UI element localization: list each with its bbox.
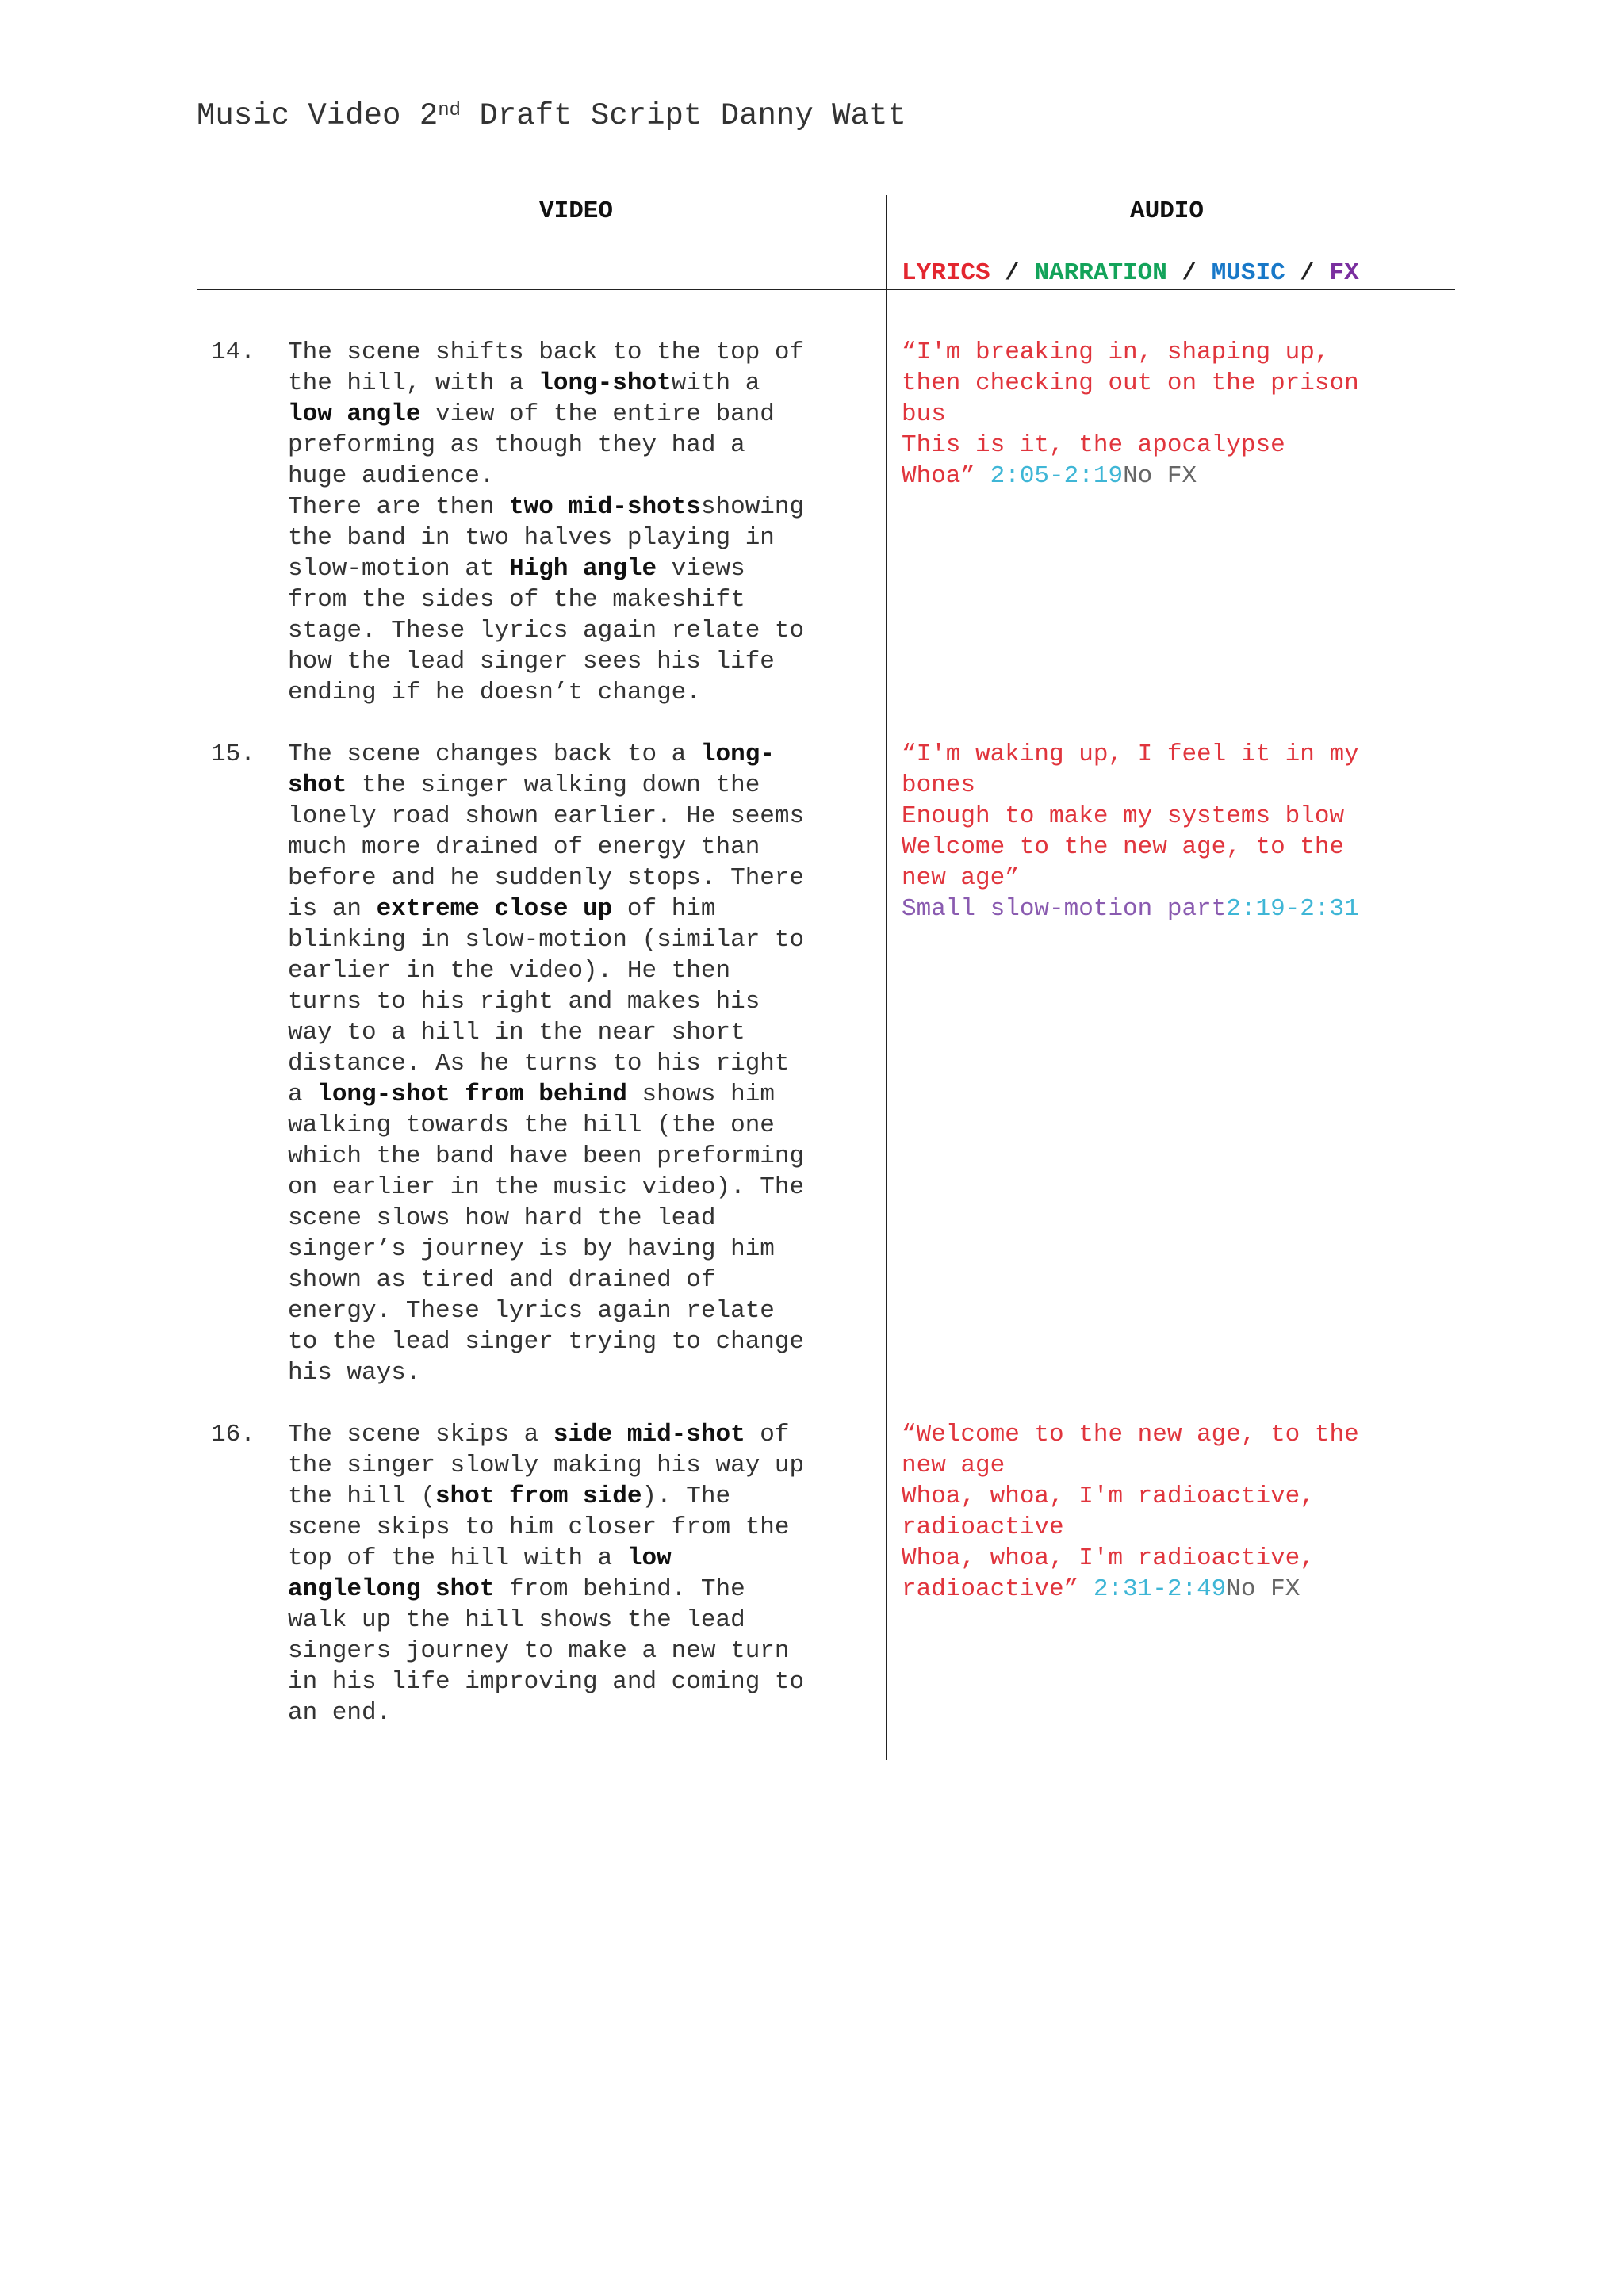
video-line: [288, 1574, 875, 1605]
scene-number: 15.: [211, 740, 255, 768]
audio-text: “I'm waking up, I feel it in my: [902, 740, 1359, 768]
video-text: the band in two halves playing in: [288, 524, 775, 552]
scene-number: 16.: [211, 1421, 255, 1448]
scene-video-description: [288, 1419, 875, 1728]
audio-text: “I'm breaking in, shaping up,: [902, 339, 1330, 366]
video-text: from the sides of the makeshift: [288, 586, 745, 614]
video-text: with a: [671, 369, 760, 397]
legend-music: MUSIC: [1211, 259, 1285, 287]
video-text: showing: [700, 493, 805, 521]
header-divider: [197, 289, 1455, 290]
legend-separator: /: [1166, 259, 1212, 287]
video-text: of: [745, 1421, 790, 1448]
legend-separator: /: [1285, 259, 1330, 287]
title-pre: Music Video 2: [197, 98, 439, 133]
video-text: is an: [288, 895, 377, 923]
audio-line: [902, 894, 1457, 924]
video-text: shown as tired and drained of: [288, 1266, 716, 1294]
audio-line: [902, 1543, 1457, 1574]
audio-line: [902, 1574, 1457, 1605]
bold-term: long-shot from behind: [317, 1081, 627, 1108]
audio-line: [902, 1481, 1457, 1512]
video-line: [288, 1667, 875, 1697]
audio-line: [902, 1512, 1457, 1543]
audio-line: [902, 337, 1457, 368]
audio-line: [902, 832, 1457, 863]
video-text: distance. As he turns to his right: [288, 1050, 790, 1077]
video-text: an end.: [288, 1699, 392, 1727]
video-line: [288, 1048, 875, 1079]
bold-term: low: [626, 1544, 672, 1572]
video-text: from behind. The: [494, 1575, 745, 1603]
video-column-header: VIDEO: [539, 197, 614, 225]
audio-line: [902, 368, 1457, 399]
audio-text: Welcome to the new age, to the: [902, 833, 1345, 861]
video-text: how the lead singer sees his life: [288, 648, 775, 675]
video-line: [288, 832, 875, 863]
video-text: walk up the hill shows the lead: [288, 1606, 745, 1634]
scene-video-description: [288, 739, 875, 1388]
video-line: [288, 461, 875, 492]
video-line: [288, 337, 875, 368]
scene-audio-lyrics: [902, 1419, 1457, 1605]
audio-text: radioactive: [902, 1513, 1064, 1541]
scene-number: 14.: [211, 339, 255, 366]
column-divider: [886, 195, 887, 1760]
video-line: [288, 584, 875, 615]
video-line: [288, 894, 875, 924]
video-line: [288, 801, 875, 832]
video-text: way to a hill in the near short: [288, 1019, 745, 1047]
audio-line: [902, 739, 1457, 770]
audio-column-header: AUDIO: [1130, 197, 1205, 225]
legend-narration: NARRATION: [1034, 259, 1167, 287]
video-line: [288, 1357, 875, 1388]
video-text: ending if he doesn’t change.: [288, 679, 701, 706]
video-text: The scene skips a: [288, 1421, 553, 1448]
audio-text: No FX: [1123, 462, 1197, 490]
audio-text: “Welcome to the new age, to the: [902, 1421, 1359, 1448]
video-line: [288, 522, 875, 553]
video-line: [288, 1512, 875, 1543]
video-text: walking towards the hill (the one: [288, 1112, 775, 1139]
video-text: views: [657, 555, 745, 583]
video-line: [288, 770, 875, 801]
video-text: preforming as though they had a: [288, 431, 745, 459]
video-line: [288, 1481, 875, 1512]
video-text: The scene changes back to a: [288, 740, 701, 768]
video-line: [288, 368, 875, 399]
video-line: [288, 1172, 875, 1203]
bold-term: long-: [700, 740, 775, 768]
video-text: which the band have been preforming: [288, 1142, 805, 1170]
audio-text: radioactive”: [902, 1575, 1094, 1603]
video-line: [288, 1326, 875, 1357]
video-text: blinking in slow-motion (similar to: [288, 926, 805, 954]
video-text: turns to his right and makes his: [288, 988, 760, 1016]
video-text: huge audience.: [288, 462, 495, 490]
bold-term: long-shot: [538, 369, 672, 397]
video-line: [288, 1450, 875, 1481]
scene-audio-lyrics: [902, 739, 1457, 924]
video-line: [288, 1079, 875, 1110]
video-text: before and he suddenly stops. There: [288, 864, 805, 892]
video-line: [288, 1295, 875, 1326]
bold-term: side mid-shot: [553, 1421, 745, 1448]
video-text: ). The: [642, 1483, 731, 1510]
video-text: the hill, with a: [288, 369, 539, 397]
bold-term: shot: [288, 771, 347, 799]
video-line: [288, 646, 875, 677]
title-superscript: nd: [438, 100, 462, 121]
timecode: 2:19-2:31: [1226, 895, 1359, 923]
audio-text: bus: [902, 400, 946, 428]
title-post: Draft Script Danny Watt: [461, 98, 906, 133]
video-text: his ways.: [288, 1359, 421, 1387]
video-text: scene slows how hard the lead: [288, 1204, 716, 1232]
video-line: [288, 1697, 875, 1728]
video-line: [288, 1605, 875, 1636]
legend-fx: FX: [1329, 259, 1359, 287]
video-text: singers journey to make a new turn: [288, 1637, 790, 1665]
bold-term: low angle: [288, 400, 421, 428]
video-line: [288, 399, 875, 430]
bold-term: shot from side: [435, 1483, 642, 1510]
video-text: to the lead singer trying to change: [288, 1328, 805, 1356]
legend-lyrics: LYRICS: [902, 259, 990, 287]
video-text: shows him: [626, 1081, 775, 1108]
video-text: slow-motion at: [288, 555, 510, 583]
scene-audio-lyrics: [902, 337, 1457, 492]
video-line: [288, 924, 875, 955]
audio-text: new age”: [902, 864, 1020, 892]
video-line: [288, 615, 875, 646]
video-text: on earlier in the music video). The: [288, 1173, 805, 1201]
video-line: [288, 1203, 875, 1234]
video-line: [288, 1543, 875, 1574]
video-text: stage. These lyrics again relate to: [288, 617, 805, 645]
audio-line: [902, 1419, 1457, 1450]
video-text: of him: [612, 895, 716, 923]
audio-text: This is it, the apocalypse: [902, 431, 1285, 459]
bold-term: two mid-shots: [509, 493, 701, 521]
video-text: in his life improving and coming to: [288, 1668, 805, 1696]
audio-line: [902, 461, 1457, 492]
audio-line: [902, 430, 1457, 461]
audio-text: Whoa”: [902, 462, 990, 490]
audio-text: Whoa, whoa, I'm radioactive,: [902, 1544, 1315, 1572]
video-line: [288, 1419, 875, 1450]
video-text: the hill (: [288, 1483, 436, 1510]
audio-line: [902, 1450, 1457, 1481]
video-text: the singer walking down the: [347, 771, 760, 799]
video-line: [288, 986, 875, 1017]
video-line: [288, 553, 875, 584]
video-line: [288, 1017, 875, 1048]
video-text: The scene shifts back to the top of: [288, 339, 805, 366]
video-line: [288, 430, 875, 461]
video-line: [288, 492, 875, 522]
bold-term: extreme close up: [376, 895, 613, 923]
bold-term: anglelong shot: [288, 1575, 495, 1603]
audio-line: [902, 863, 1457, 894]
video-line: [288, 863, 875, 894]
timecode: 2:31-2:49: [1093, 1575, 1227, 1603]
audio-text: No FX: [1226, 1575, 1300, 1603]
legend-separator: /: [990, 259, 1035, 287]
video-line: [288, 1265, 875, 1295]
document-title: [197, 94, 906, 138]
audio-line: [902, 801, 1457, 832]
video-line: [288, 955, 875, 986]
audio-legend: [902, 258, 1359, 289]
video-line: [288, 1636, 875, 1667]
video-text: view of the entire band: [420, 400, 775, 428]
audio-line: [902, 399, 1457, 430]
audio-line: [902, 770, 1457, 801]
video-line: [288, 1110, 875, 1141]
video-text: a: [288, 1081, 318, 1108]
audio-text: Small slow-motion part: [902, 895, 1227, 923]
video-text: There are then: [288, 493, 510, 521]
video-line: [288, 1141, 875, 1172]
video-text: energy. These lyrics again relate: [288, 1297, 775, 1325]
video-text: much more drained of energy than: [288, 833, 760, 861]
video-text: the singer slowly making his way up: [288, 1452, 805, 1479]
video-text: earlier in the video). He then: [288, 957, 731, 985]
video-line: [288, 677, 875, 708]
scene-video-description: [288, 337, 875, 708]
audio-text: new age: [902, 1452, 1005, 1479]
audio-text: then checking out on the prison: [902, 369, 1359, 397]
video-text: top of the hill with a: [288, 1544, 627, 1572]
timecode: 2:05-2:19: [990, 462, 1124, 490]
video-text: scene skips to him closer from the: [288, 1513, 790, 1541]
video-line: [288, 739, 875, 770]
audio-text: Enough to make my systems blow: [902, 802, 1345, 830]
bold-term: High angle: [509, 555, 657, 583]
audio-text: Whoa, whoa, I'm radioactive,: [902, 1483, 1315, 1510]
video-line: [288, 1234, 875, 1265]
audio-text: bones: [902, 771, 976, 799]
video-text: lonely road shown earlier. He seems: [288, 802, 805, 830]
video-text: singer’s journey is by having him: [288, 1235, 775, 1263]
